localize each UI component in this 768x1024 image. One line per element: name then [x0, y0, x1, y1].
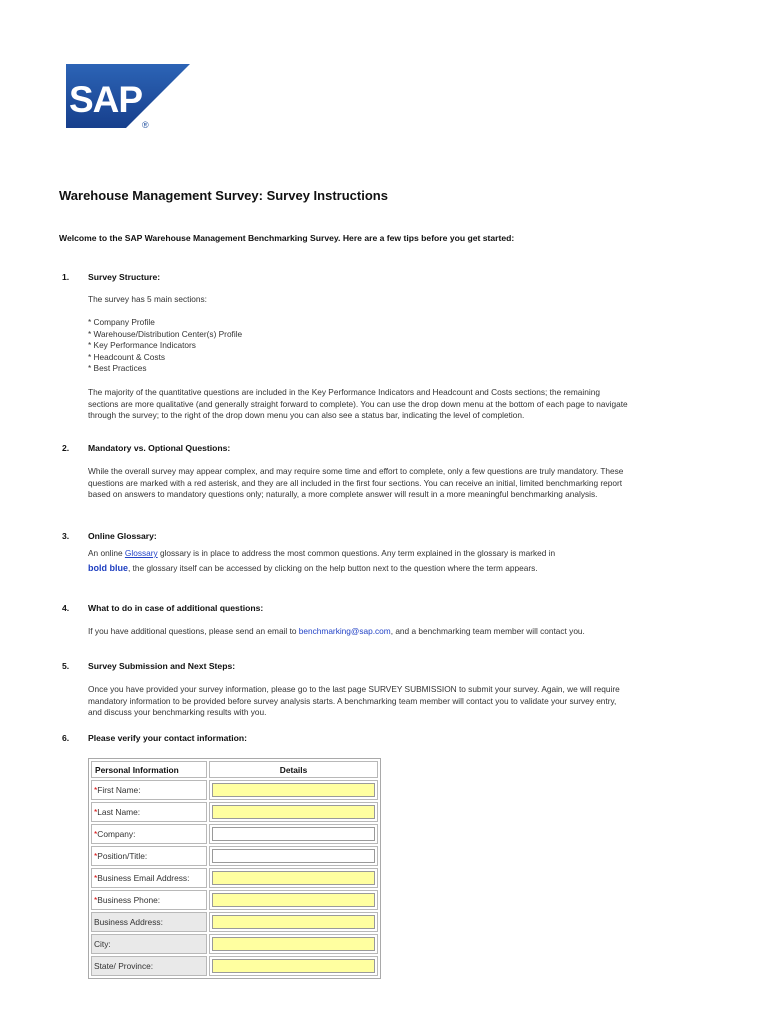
- company-field[interactable]: [212, 827, 375, 841]
- first-name-field[interactable]: [212, 783, 375, 797]
- section-1-heading: Survey Structure:: [88, 272, 161, 282]
- table-row: [91, 956, 378, 976]
- section-2-heading: Mandatory vs. Optional Questions:: [88, 443, 231, 453]
- list-item: * Warehouse/Distribution Center(s) Profile: [88, 328, 243, 339]
- email-link[interactable]: benchmarking@sap.com: [298, 626, 391, 636]
- list-item: * Key Performance Indicators: [88, 340, 196, 351]
- glossary-text-middle: glossary is in place to address the most common questions. Any term explained in the glossary is marked in: [157, 548, 556, 558]
- section-4-body: [88, 626, 588, 638]
- field-label-business-email: *Business Email Address:: [91, 868, 207, 888]
- business-address-field[interactable]: [212, 915, 375, 929]
- table-row: [91, 802, 378, 822]
- field-label-first-name: *First Name:: [91, 780, 207, 800]
- section-1-lead: The survey has 5 main sections:: [88, 294, 207, 304]
- email-text-before: If you have additional questions, please send an email to: [88, 626, 299, 636]
- section-5-body: Once you have provided your survey information, please go to the last page SURVEY SUBMISSION to submit your survey. Again, we will require mandatory information to be provided before survey analysis starts. A benchmarking team member will contact you to validate your survey entry, and discuss your benchmarking results with you.: [88, 684, 620, 718]
- table-row: [91, 934, 378, 954]
- city-field[interactable]: [212, 937, 375, 951]
- bold-blue-example: bold blue: [88, 563, 128, 573]
- logo-text: SAP: [69, 79, 143, 120]
- glossary-link[interactable]: Glossary: [124, 548, 158, 558]
- section-3-body: [88, 546, 628, 576]
- section-4-number: 4.: [62, 603, 70, 613]
- section-2-body: While the overall survey may appear complex, and may require some time and effort to complete, only a few questions are truly mandatory. These questions are marked with a red asterisk, and they are all included in the first four sections. You can receive an initial, limited benchmarking report based on answers to mandatory questions only; naturally, a more complete answer will result in a more meaningful benchmarking analysis.: [88, 466, 624, 500]
- table-row: [91, 912, 378, 932]
- table-row: [91, 890, 378, 910]
- section-1-body: The majority of the quantitative questions are included in the Key Performance Indicators and Headcount and Costs sections; the remaining sections are more qualitative (and generally straight forward to complete). You can use the drop down menu at the bottom of each page to navigate through the survey; to the right of the drop down menu you can also see a status bar, indicating the level of completion.: [88, 387, 628, 421]
- page-title: Warehouse Management Survey: Survey Instructions: [59, 188, 388, 203]
- list-item: * Company Profile: [88, 317, 155, 327]
- glossary-text-before: An online: [88, 548, 125, 558]
- last-name-field[interactable]: [212, 805, 375, 819]
- glossary-text-after: , the glossary itself can be accessed by clicking on the help button next to the question where the term appears.: [128, 563, 538, 573]
- field-label-city: City:: [91, 934, 207, 954]
- position-title-field[interactable]: [212, 849, 375, 863]
- table-row: [91, 868, 378, 888]
- contact-table: [88, 758, 381, 979]
- table-row: [91, 780, 378, 800]
- field-label-business-address: Business Address:: [91, 912, 207, 932]
- header-personal-information: Personal Information: [91, 761, 207, 778]
- field-label-state-province: State/ Province:: [91, 956, 207, 976]
- field-label-company: *Company:: [91, 824, 207, 844]
- section-3-number: 3.: [62, 531, 70, 541]
- section-5-number: 5.: [62, 661, 70, 671]
- table-row: [91, 846, 378, 866]
- field-label-business-phone: *Business Phone:: [91, 890, 207, 910]
- section-3-heading: Online Glossary:: [88, 531, 157, 541]
- table-header-row: [91, 761, 378, 778]
- field-label-position-title: *Position/Title:: [91, 846, 207, 866]
- section-1-number: 1.: [62, 272, 70, 282]
- list-item: * Headcount & Costs: [88, 351, 166, 362]
- intro-text: Welcome to the SAP Warehouse Management Benchmarking Survey. Here are a few tips before you get started:: [59, 233, 515, 243]
- email-text-after: , and a benchmarking team member will contact you.: [390, 626, 585, 636]
- table-row: [91, 824, 378, 844]
- sap-logo: [66, 64, 190, 130]
- section-6-number: 6.: [62, 733, 70, 743]
- section-list: [88, 317, 242, 375]
- registered-mark: ®: [142, 120, 149, 130]
- business-email-field[interactable]: [212, 871, 375, 885]
- field-label-last-name: *Last Name:: [91, 802, 207, 822]
- section-5-heading: Survey Submission and Next Steps:: [88, 661, 236, 671]
- header-details: Details: [209, 761, 378, 778]
- state-province-field[interactable]: [212, 959, 375, 973]
- section-6-heading: Please verify your contact information:: [88, 733, 248, 743]
- section-2-number: 2.: [62, 443, 70, 453]
- section-4-heading: What to do in case of additional questions:: [88, 603, 264, 613]
- list-item: * Best Practices: [88, 363, 147, 374]
- business-phone-field[interactable]: [212, 893, 375, 907]
